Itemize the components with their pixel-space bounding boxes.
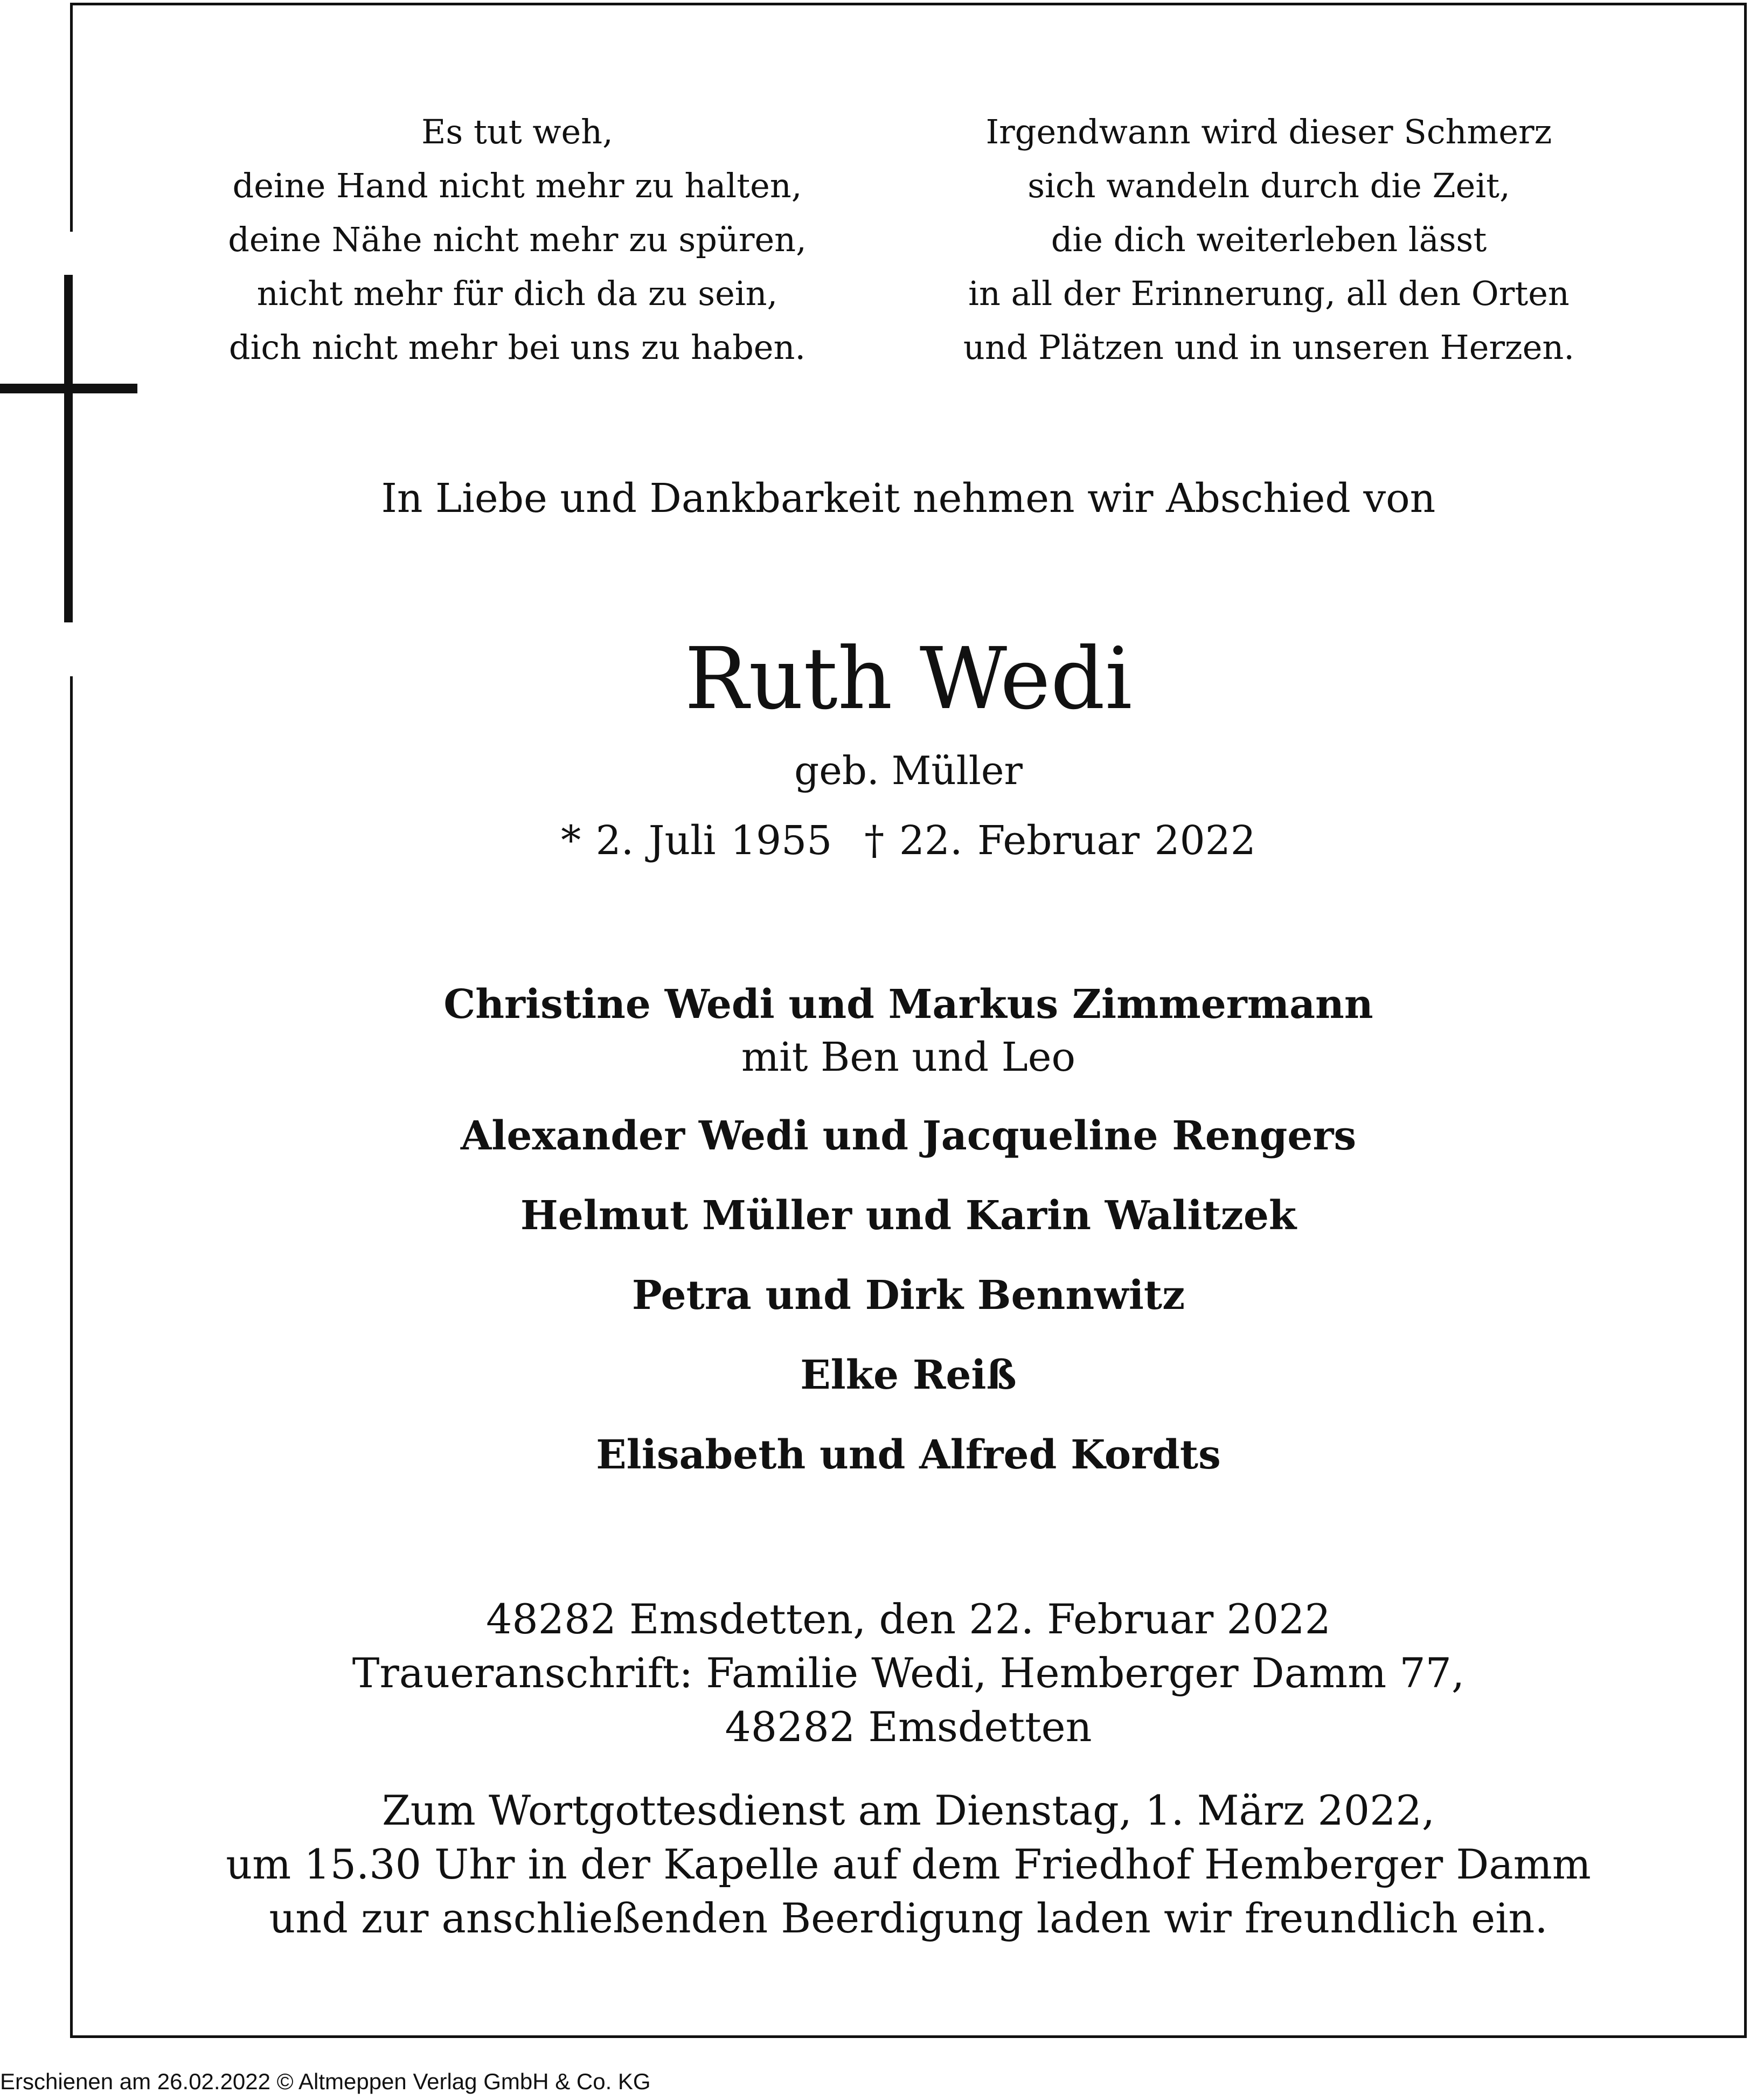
birth-name: geb. Müller bbox=[794, 748, 1023, 793]
family-entry bbox=[73, 975, 1744, 1086]
poem-right-line: sich wandeln durch die Zeit, bbox=[1027, 166, 1510, 205]
family-entry-sub: mit Ben und Leo bbox=[741, 1034, 1076, 1080]
farewell-intro: In Liebe und Dankbarkeit nehmen wir Abschied von bbox=[381, 475, 1436, 522]
poem-left-line: Es tut weh, bbox=[421, 112, 613, 151]
poem-right-line: und Plätzen und in unseren Herzen. bbox=[963, 328, 1575, 367]
service-line: Zum Wortgottesdienst am Dienstag, 1. März 2022, bbox=[381, 1786, 1435, 1834]
frame-right-line bbox=[1744, 3, 1747, 2038]
family-entry: Petra und Dirk Bennwitz bbox=[631, 1272, 1185, 1319]
frame-top-line bbox=[70, 3, 1746, 5]
cross-horizontal-beam bbox=[0, 384, 137, 393]
place-date-line: 48282 Emsdetten, den 22. Februar 2022 bbox=[486, 1595, 1331, 1643]
place-and-address bbox=[73, 1592, 1744, 1754]
family-entry: Elisabeth und Alfred Kordts bbox=[596, 1432, 1221, 1478]
poem-left-line: deine Nähe nicht mehr zu spüren, bbox=[228, 220, 807, 259]
service-line: und zur anschließenden Beerdigung laden wir freundlich ein. bbox=[269, 1894, 1548, 1942]
service-line: um 15.30 Uhr in der Kapelle auf dem Friedhof Hemberger Damm bbox=[226, 1840, 1591, 1888]
family-entry: Elke Reiß bbox=[800, 1352, 1017, 1398]
family-list bbox=[73, 975, 1744, 1506]
frame-left-line-upper bbox=[70, 3, 73, 232]
deceased-name: Ruth Wedi bbox=[684, 629, 1133, 729]
poem-right-line: Irgendwann wird dieser Schmerz bbox=[985, 112, 1552, 151]
poem-left-line: dich nicht mehr bei uns zu haben. bbox=[228, 328, 806, 367]
poem-left-line: deine Hand nicht mehr zu halten, bbox=[232, 166, 802, 205]
family-entry-name: Christine Wedi und Markus Zimmermann bbox=[443, 981, 1373, 1028]
birth-date: * 2. Juli 1955 bbox=[561, 817, 832, 864]
poem-right-line: die dich weiterleben lässt bbox=[1051, 220, 1487, 259]
frame-bottom-line bbox=[70, 2035, 1747, 2038]
death-date: † 22. Februar 2022 bbox=[864, 817, 1256, 864]
mourning-address-city: 48282 Emsdetten bbox=[725, 1703, 1092, 1751]
poem-left-line: nicht mehr für dich da zu sein, bbox=[256, 274, 778, 313]
poem-right-line: in all der Erinnerung, all den Orten bbox=[968, 274, 1570, 313]
family-entry: Alexander Wedi und Jacqueline Rengers bbox=[460, 1113, 1357, 1159]
family-entry: Helmut Müller und Karin Walitzek bbox=[520, 1193, 1297, 1239]
life-dates bbox=[73, 814, 1744, 868]
poem-left bbox=[167, 105, 867, 375]
poem-right bbox=[919, 105, 1619, 375]
mourning-address-line: Traueranschrift: Familie Wedi, Hemberger Damm 77, bbox=[352, 1649, 1465, 1697]
publication-credit: Erschienen am 26.02.2022 © Altmeppen Verlag GmbH & Co. KG bbox=[0, 2069, 651, 2094]
cross-vertical-beam bbox=[64, 275, 73, 622]
service-invitation bbox=[73, 1784, 1744, 1945]
